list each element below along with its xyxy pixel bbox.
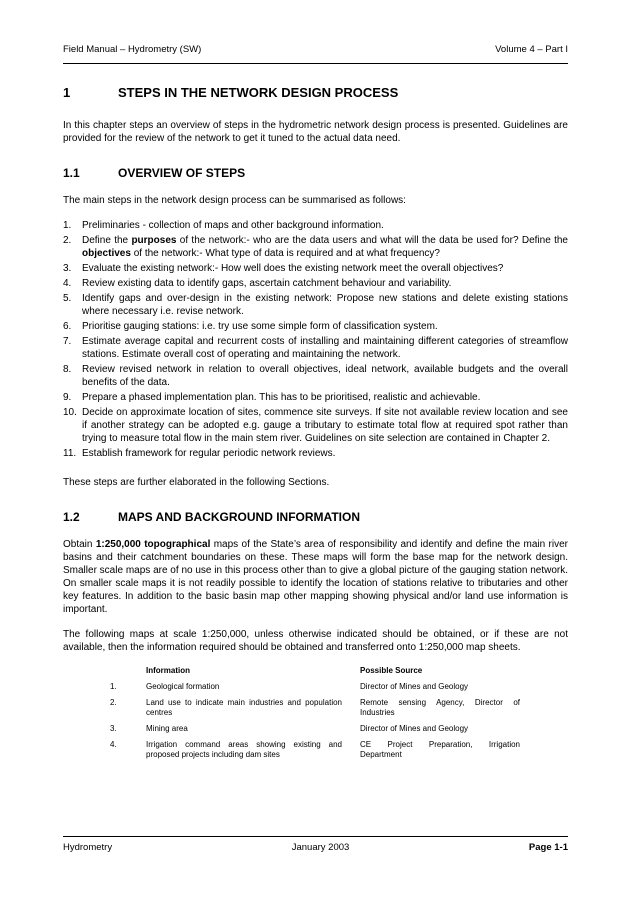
list-item: 9. Prepare a phased implementation plan. This has to be prioritised, realistic and achievable. xyxy=(63,392,481,403)
scale-paragraph: The following maps at scale 1:250,000, unless otherwise indicated should be obtained, or if these are not available, then the information required should be obtained and transferred onto 1:250,000 map sheets. xyxy=(63,629,568,653)
chapter-number: 1 xyxy=(63,85,71,100)
section-number: 1.2 xyxy=(63,510,80,524)
list-item: 8. Review revised network in relation to overall objectives, ideal network, available budgets and the overall benefits of the data. xyxy=(63,364,568,388)
chapter-title: STEPS IN THE NETWORK DESIGN PROCESS xyxy=(118,85,399,100)
list-item: 10. Decide on approximate location of sites, commence site surveys. If site not available review location and see if another strategy can be adopted e.g. gauge a tributary to estimate total flow at required spot rather than trying to measure total flow in the main stem river. Guidelines on site selection are contained in Chapter 2. xyxy=(63,407,568,444)
steps-lead-paragraph: The main steps in the network design process can be summarised as follows: xyxy=(63,195,406,206)
table-row: 1. Geological formation Director of Mines and Geology xyxy=(110,682,469,691)
table-header-row xyxy=(110,666,520,682)
footer-date: January 2003 xyxy=(291,842,350,853)
page-number: Page 1-1 xyxy=(528,842,568,853)
section-number: 1.1 xyxy=(63,166,80,180)
page-footer xyxy=(63,842,568,856)
footer-rule xyxy=(63,836,568,837)
footer-left: Hydrometry xyxy=(63,842,113,853)
column-header-information: Information xyxy=(146,666,190,675)
header-left: Field Manual – Hydrometry (SW) xyxy=(63,44,202,55)
elaboration-paragraph: These steps are further elaborated in the following Sections. xyxy=(63,477,330,488)
header-right: Volume 4 – Part I xyxy=(495,44,568,55)
list-item: 4. Review existing data to identify gaps, ascertain catchment behaviour and variability. xyxy=(63,278,452,289)
intro-paragraph: In this chapter steps an overview of steps in the hydrometric network design process is presented. Guidelines are provided for the review of the network to get it tuned to the actual data need. xyxy=(63,120,568,144)
section-heading-1-1 xyxy=(63,165,568,181)
chapter-heading xyxy=(63,84,568,102)
column-header-source: Possible Source xyxy=(360,666,423,675)
page-header xyxy=(63,44,568,58)
table-row: 3. Mining area Director of Mines and Geology xyxy=(110,724,469,733)
list-item: 3. Evaluate the existing network:- How well does the existing network meet the overall objectives? xyxy=(63,263,504,274)
list-item: 5. Identify gaps and over-design in the existing network: Propose new stations and delete existing stations where necessary i.e. revise network. xyxy=(63,293,568,317)
list-item: 7. Estimate average capital and recurrent costs of installing and maintaining different categories of streamflow stations. Estimate overall cost of operating and maintaining the network. xyxy=(63,336,568,360)
list-item: 2. Define the purposes of the network:- who are the data users and what will the data be used for? Define the objectives of the network:- What type of data is required and at what frequency? xyxy=(63,235,568,259)
table-row: 4. Irrigation command areas showing existing and proposed projects including dam sites CE Project Preparation, Irrigation Department xyxy=(110,740,520,759)
steps-list xyxy=(63,219,568,460)
section-heading-1-2 xyxy=(63,509,568,525)
section-title: MAPS AND BACKGROUND INFORMATION xyxy=(118,510,360,524)
maps-paragraph: Obtain 1:250,000 topographical maps of the State’s area of responsibility and identify and define the main river basins and their catchment boundaries on these. These maps will form the base map for the network design. Smaller scale maps are of no use in this process other than to give a global picture of the gauging station network. On smaller scale maps it is not readily possible to identify the location of stations relative to tributaries and other key features. In addition to the basic basin map other mapping showing physical and/or land use information is important. xyxy=(63,539,568,615)
list-item: 11. Establish framework for regular periodic network reviews. xyxy=(63,448,336,459)
header-rule xyxy=(63,63,568,64)
section-title: OVERVIEW OF STEPS xyxy=(118,166,246,180)
list-item: 1. Preliminaries - collection of maps and other background information. xyxy=(63,220,384,231)
page-body xyxy=(63,84,568,766)
table-row: 2. Land use to indicate main industries and population centres Remote sensing Agency, Director of Industries xyxy=(110,698,520,717)
maps-table xyxy=(110,666,520,766)
list-item: 6. Prioritise gauging stations: i.e. try use some simple form of classification system. xyxy=(63,321,438,332)
